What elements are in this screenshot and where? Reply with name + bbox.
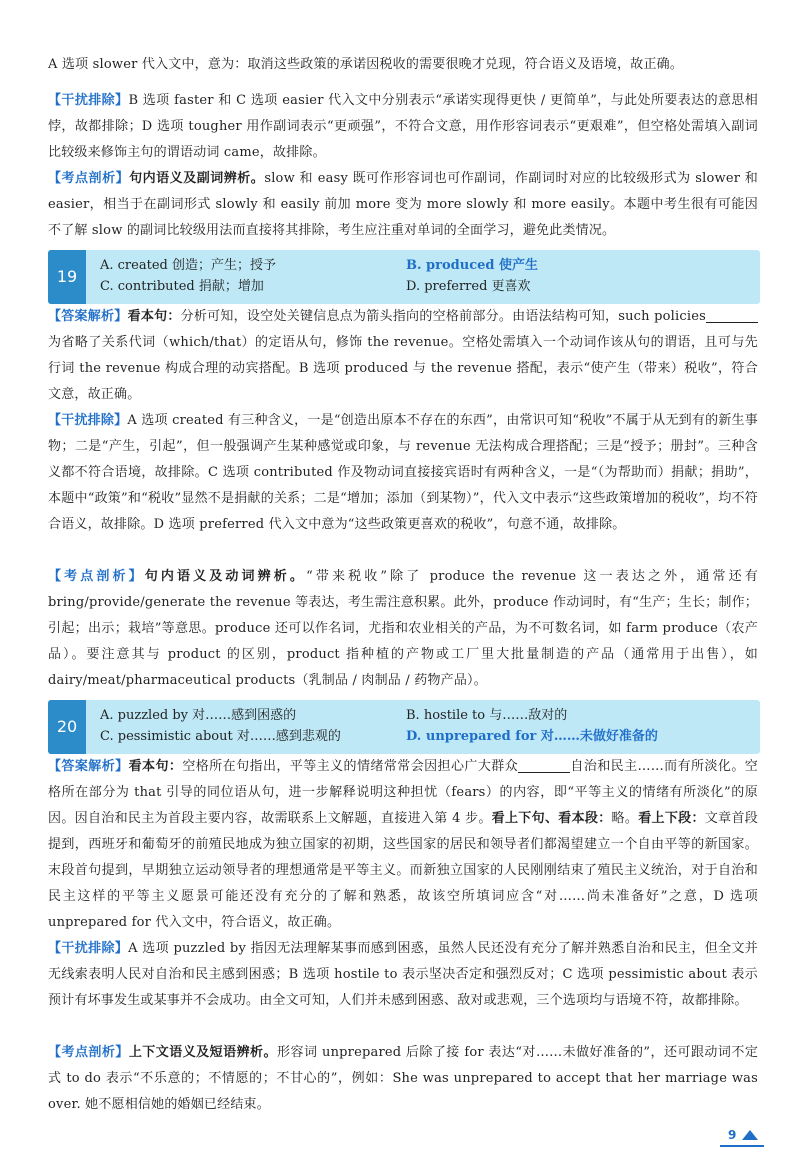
paragraph-text: A 选项 created 有三种含义，一是“创造出原本不存在的东西”，由常识可知“税收”不属于从无到有的新生事物；二是“产生，引起”，但一般强调产生某种感觉或印象，与 revenue 无法构成合理搭配；三是“授予；册封”。三种含义都不符合语境，故排除。C 选项 contributed 作及物动词直接接宾语时有两种含义，一是“（为帮助而）捐献；捐助”，本题中“政策”和“税收”显然不是捐献的关系；二是“增加；添加（到某物）”，代入文中表示“这些政策增加的税收”，均不符合语义，故排除。D 选项 preferred 代入文中意为“这些政策更喜欢的税收”，句意不通，故排除。: [48, 413, 758, 532]
paragraph-text: slow 和 easy 既可作形容词也可作副词，作副词时对应的比较级形式为 slower 和 easier，相当于在副词形式 slowly 和 easily 前加 more 变为 more slowly 和 more easily。本题中考生很有可能因不了解 slow 的副词比较级用法而直接将其排除，考生应注重对单词的全面学习，避免此类情况。: [48, 171, 759, 238]
paragraph-key-point-20: [48, 1040, 758, 1118]
paragraph-text: 空格所在句指出，平等主义的情绪常常会因担心广大群众: [182, 759, 519, 774]
answer-lead: 看本句：: [128, 759, 183, 774]
key-point-lead: 句内语义及动词辨析。: [144, 569, 307, 584]
paragraph-key-point-18: [48, 166, 758, 244]
paragraph-text: 形容词 unprepared 后除了接 for 表达“对……未做好准备的”，还可跟动词不定式 to do 表示“不乐意的；不情愿的；不甘心的”，例如：She was unprepared to accept that her marriage was over. 她不愿相信她的婚姻已经结束。: [48, 1045, 759, 1112]
option-d-correct: D. unprepared for 对……未做好准备的: [406, 729, 658, 744]
paragraph-text: 分析可知，设空处关键信息点为箭头指向的空格前部分。由语法结构可知，such policies: [180, 309, 706, 324]
paragraph-distractor-19: [48, 408, 758, 538]
step-lead: 看上下句、看本段：: [491, 811, 612, 826]
paragraph-text: A 选项 puzzled by 指因无法理解某事而感到困惑，虽然人民还没有充分了解并熟悉自治和民主，但全文并无线索表明人民对自治和民主感到困惑；B 选项 hostile to 表示坚决否定和强烈反对；C 选项 pessimistic about 表示预计有坏事发生或某事并不会成功。由全文可知，人们并未感到困惑、敌对或悲观，三个选项均与语境不符，故都排除。: [48, 941, 759, 1008]
option-b-correct: B. produced 使产生: [406, 258, 538, 273]
paragraph-key-point-19: [48, 564, 758, 694]
question-20-options: [48, 700, 760, 754]
paragraph-text: 为省略了关系代词（which/that）的定语从句，修饰 the revenue。空格处需填入一个动词作该从句的谓语，且可与先行词 the revenue 构成合理的动宾搭配。B 选项 produced 与 the revenue 搭配，表示“使产生（带来）税收”，符合文意，故正确。: [48, 335, 758, 402]
option-a: A. puzzled by 对……感到困惑的: [100, 708, 297, 723]
paragraph-distractor-18: [48, 88, 758, 166]
section-tag: 【干扰排除】: [48, 93, 129, 108]
paragraph-option-a-analysis: [48, 52, 758, 78]
paragraph-text: 文章首段提到，西班牙和葡萄牙的前殖民地成为独立国家的初期，这些国家的居民和领导者们都渴望建立一个自由平等的新国家。末段首句提到，早期独立运动领导者的理想通常是平等主义。而新独立国家的人民刚刚结束了殖民主义统治，对于自治和民主这样的平等主义愿景可能还没有充分的了解和熟悉，故该空所填词应含“对……尚未准备好”之意，D 选项 unprepared for 代入文中，符合语义，故正确。: [48, 811, 758, 930]
option-c: C. contributed 捐献；增加: [100, 279, 264, 294]
blank-line: [518, 758, 570, 773]
paragraph-answer-20: [48, 754, 758, 936]
page-number: 9: [728, 1128, 737, 1142]
section-tag: 【答案解析】: [48, 759, 129, 774]
paragraph-answer-19: [48, 304, 758, 408]
paragraph-text: B 选项 faster 和 C 选项 easier 代入文中分别表示“承诺实现得更快 / 更简单”，与此处所要表达的意思相悖，故都排除；D 选项 tougher 用作副词表示“更顽强”，不符合文意，用作形容词表示“更艰难”，但空格处需填入副词比较级来修饰主句的谓语动词 came，故排除。: [48, 93, 759, 160]
page-marker-icon: [742, 1130, 758, 1140]
section-tag: 【考点剖析】: [48, 569, 145, 584]
question-number: 20: [48, 700, 86, 754]
section-tag: 【考点剖析】: [48, 171, 130, 186]
option-a: A. created 创造；产生；授予: [100, 258, 276, 273]
option-d: D. preferred 更喜欢: [406, 279, 531, 294]
paragraph-text: 自治和民主……而有所淡化。空格所在部分为 that 引导的同位语从句，进一步解释说明这种担忧（fears）的内容，即“平等主义的情绪有所淡化”的原因。因自治和民主为首段主要内容，故需联系上文解题，直接进入第 4 步。: [48, 759, 758, 826]
step-lead: 看上下段：: [638, 811, 705, 826]
section-tag: 【考点剖析】: [48, 1045, 129, 1060]
section-tag: 【答案解析】: [48, 309, 128, 324]
paragraph-text: A 选项 slower 代入文中，意为：取消这些政策的承诺因税收的需要很晚才兑现，符合语义及语境，故正确。: [48, 57, 684, 72]
paragraph-text: 略。: [611, 811, 639, 826]
question-19-options: [48, 250, 760, 304]
paragraph-text: “带来税收”除了 produce the revenue 这一表达之外，通常还有 bring/provide/generate the revenue 等表达，考生需注意积累。此外，produce 作动词时，有“生产；生长；制作；引起；出示；栽培”等意思。produce 还可以作名词，尤指和农业相关的产品，为不可数名词，如 farm produce（农产品）。要注意其与 product 的区别，product 指种植的产物或工厂里大批量制造的产品（通常用于出售），如 dairy/meat/pharmaceutical products（乳制品 / 肉制品 / 药物产品）。: [48, 569, 758, 688]
option-c: C. pessimistic about 对……感到悲观的: [100, 729, 341, 744]
page-underline: [720, 1145, 764, 1147]
section-tag: 【干扰排除】: [48, 941, 129, 956]
key-point-lead: 上下文语义及短语辨析。: [128, 1045, 277, 1060]
paragraph-distractor-20: [48, 936, 758, 1014]
option-b: B. hostile to 与……敌对的: [406, 708, 568, 723]
section-tag: 【干扰排除】: [48, 413, 128, 428]
key-point-lead: 句内语义及副词辨析。: [129, 171, 265, 186]
blank-line: [706, 308, 758, 323]
answer-lead: 看本句：: [127, 309, 181, 324]
question-number: 19: [48, 250, 86, 304]
